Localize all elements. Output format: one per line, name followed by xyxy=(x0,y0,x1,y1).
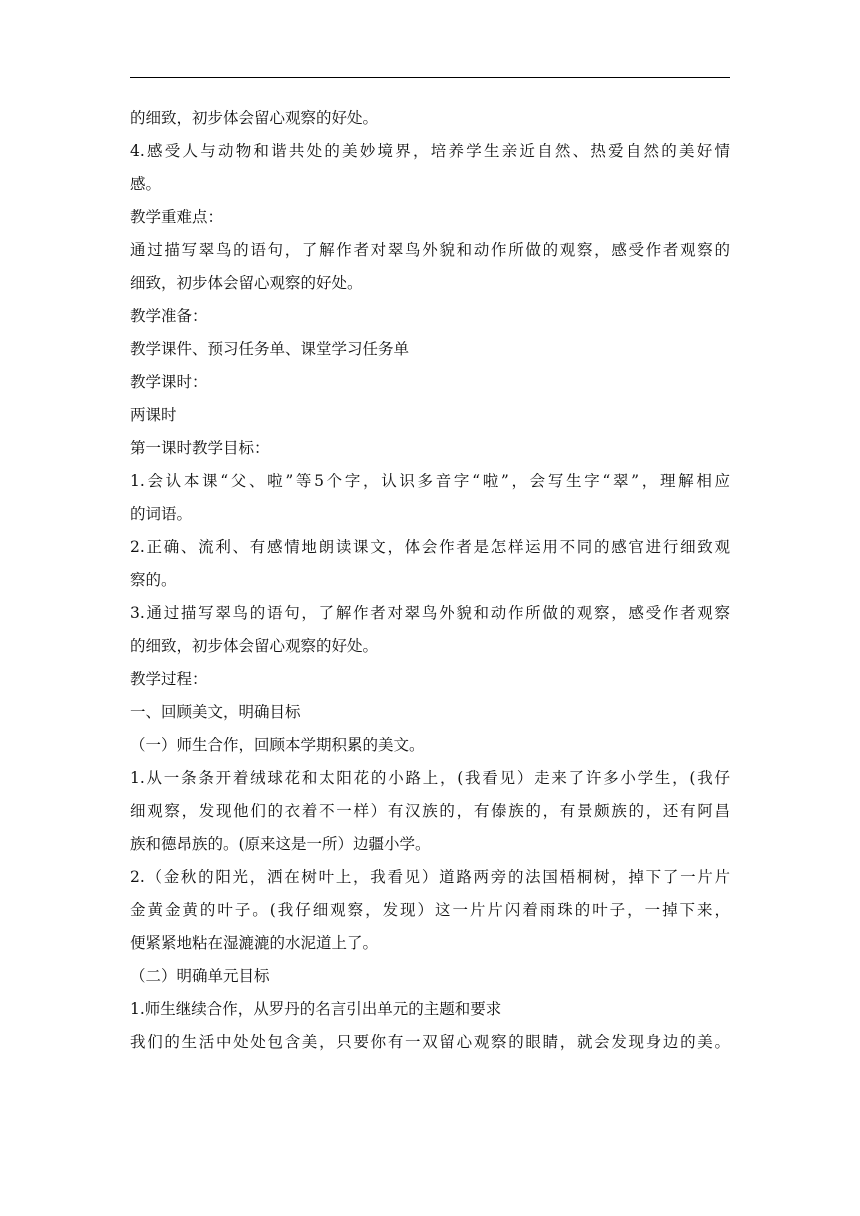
text-line: 教学课件、预习任务单、课堂学习任务单 xyxy=(130,340,410,358)
text-line: 两课时 xyxy=(130,406,177,424)
text-line: 4.感受人与动物和谐共处的美妙境界，培养学生亲近自然、热爱自然的美好情 xyxy=(130,142,730,160)
text-line: 教学准备： xyxy=(130,307,208,325)
text-line: 3.通过描写翠鸟的语句，了解作者对翠鸟外貌和动作所做的观察，感受作者观察 xyxy=(130,604,730,622)
text-line: 察的。 xyxy=(130,571,177,589)
text-line: 的细致，初步体会留心观察的好处。 xyxy=(130,637,379,655)
text-line: 2.（金秋的阳光，洒在树叶上，我看见）道路两旁的法国梧桐树，掉下了一片片 xyxy=(130,868,730,886)
text-line: 教学重难点： xyxy=(130,208,224,226)
header-rule xyxy=(130,77,730,78)
document-body xyxy=(130,102,730,1059)
text-line: 的细致，初步体会留心观察的好处。 xyxy=(130,109,379,127)
text-line: （一）师生合作，回顾本学期积累的美文。 xyxy=(130,736,425,754)
text-line: 教学过程： xyxy=(130,670,208,688)
text-line: 第一课时教学目标： xyxy=(130,439,270,457)
text-line: 通过描写翠鸟的语句，了解作者对翠鸟外貌和动作所做的观察，感受作者观察的 xyxy=(130,241,730,259)
text-line: （二）明确单元目标 xyxy=(130,967,270,985)
text-line: 金黄金黄的叶子。(我仔细观察，发现）这一片片闪着雨珠的叶子，一掉下来， xyxy=(130,901,730,919)
text-line: 感。 xyxy=(130,175,162,193)
text-line: 1.师生继续合作，从罗丹的名言引出单元的主题和要求 xyxy=(130,1000,502,1018)
text-line: 2.正确、流利、有感情地朗读课文，体会作者是怎样运用不同的感官进行细致观 xyxy=(130,538,730,556)
text-line: 我们的生活中处处包含美，只要你有一双留心观察的眼睛，就会发现身边的美。 xyxy=(130,1033,730,1051)
text-line: 的词语。 xyxy=(130,505,193,523)
text-line: 细观察，发现他们的衣着不一样）有汉族的，有傣族的，有景颇族的，还有阿昌 xyxy=(130,802,730,820)
text-line: 便紧紧地粘在湿漉漉的水泥道上了。 xyxy=(130,934,379,952)
text-line: 教学课时： xyxy=(130,373,208,391)
text-line: 族和德昂族的。(原来这是一所）边疆小学。 xyxy=(130,835,431,853)
text-line: 细致，初步体会留心观察的好处。 xyxy=(130,274,363,292)
text-line: 一、回顾美文，明确目标 xyxy=(130,703,301,721)
text-line: 1.会认本课“父、啦”等5个字，认识多音字“啦”，会写生字“翠”，理解相应 xyxy=(130,472,730,490)
text-line: 1.从一条条开着绒球花和太阳花的小路上，(我看见）走来了许多小学生，(我仔 xyxy=(130,769,730,787)
